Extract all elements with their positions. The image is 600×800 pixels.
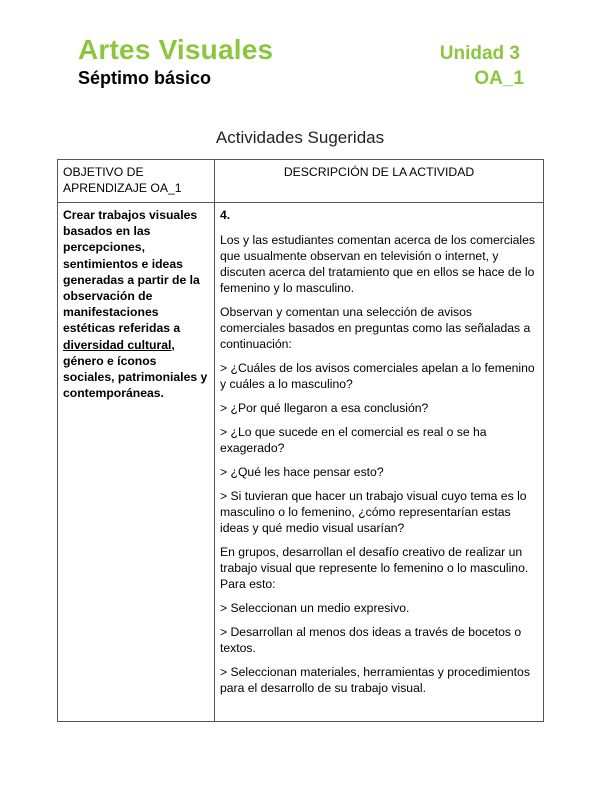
step-1: > Seleccionan un medio expresivo. xyxy=(220,601,410,615)
question-5: > Si tuvieran que hacer un trabajo visual cuyo tema es lo masculino o lo femenino, ¿cómo representarían estas ideas y qué medio visual usarían? xyxy=(220,489,527,535)
question-3: > ¿Lo que sucede en el comercial es real o se ha exagerado? xyxy=(220,425,487,455)
objective-underlined-text: diversidad cultural xyxy=(63,337,172,352)
step-2: > Desarrollan al menos dos ideas a través de bocetos o textos. xyxy=(220,625,522,655)
header-description: DESCRIPCIÓN DE LA ACTIVIDAD xyxy=(215,160,544,203)
description-cell xyxy=(215,203,544,722)
objective-cell xyxy=(58,203,215,722)
step-3: > Seleccionan materiales, herramientas y procedimientos para el desarrollo de su trabajo visual. xyxy=(220,665,530,695)
activities-table xyxy=(57,159,544,722)
subject-title: Artes Visuales xyxy=(78,34,274,65)
question-1: > ¿Cuáles de los avisos comerciales apelan a lo femenino y cuáles a lo masculino? xyxy=(220,361,535,391)
objective-code: OA_1 xyxy=(474,68,524,89)
section-title: Actividades Sugeridas xyxy=(215,128,385,147)
paragraph-observe: Observan y comentan una selección de avisos comerciales basados en preguntas como las señaladas a continuación: xyxy=(220,305,531,351)
grade-label: Séptimo básico xyxy=(78,68,212,88)
objective-text-part1: Crear trabajos visuales basados en las percepciones, sentimientos e ideas generadas a partir de la observación de manifestaciones estéticas referidas a xyxy=(63,208,200,336)
table-header-row xyxy=(58,160,544,203)
document-header xyxy=(78,34,524,90)
header-objective: OBJETIVO DE APRENDIZAJE OA_1 xyxy=(58,160,215,203)
paragraph-groups: En grupos, desarrollan el desafío creativo de realizar un trabajo visual que represente lo femenino o lo masculino. Para esto: xyxy=(220,545,529,591)
table-row xyxy=(58,203,544,722)
question-4: > ¿Qué les hace pensar esto? xyxy=(220,465,384,479)
objective-text-part2: , género e íconos sociales, patrimoniales y contemporáneas. xyxy=(63,337,208,401)
paragraph-intro: Los y las estudiantes comentan acerca de los comerciales que usualmente observan en televisión o internet, y discuten acerca del tratamiento que en ellos se hace de lo femenino y lo masculino. xyxy=(220,233,536,295)
unit-label: Unidad 3 xyxy=(439,43,520,64)
activity-number: 4. xyxy=(220,208,231,222)
subtitle-row xyxy=(78,68,524,90)
title-row xyxy=(78,34,520,66)
question-2: > ¿Por qué llegaron a esa conclusión? xyxy=(220,401,429,415)
